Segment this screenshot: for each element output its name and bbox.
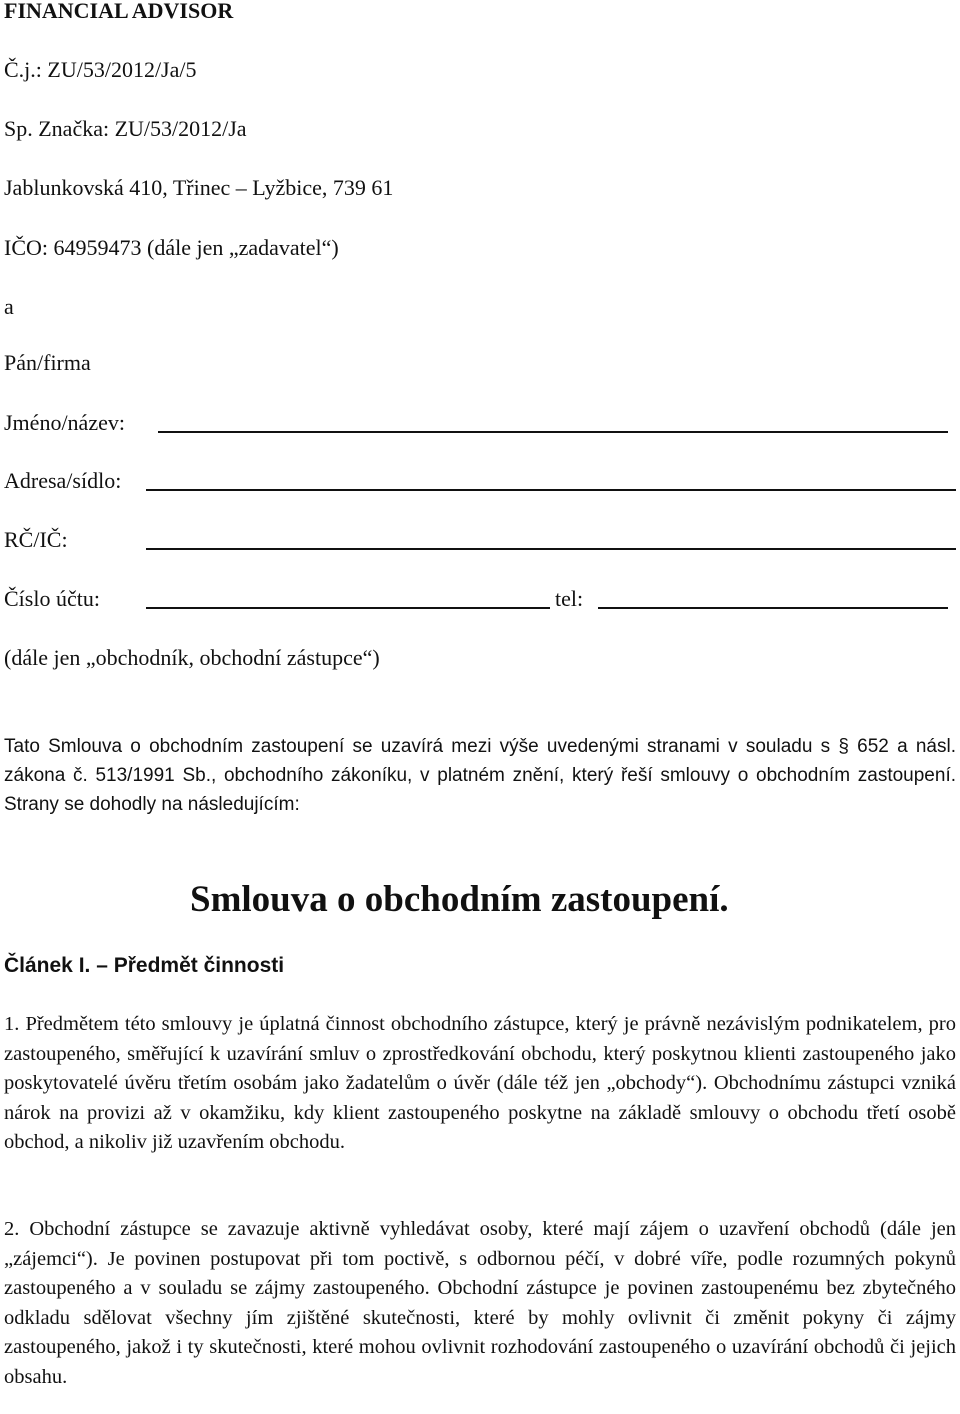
paragraph-2: 2. Obchodní zástupce se zavazuje aktivně vyhledávat osoby, které mají zájem o uzavření obchodů (dále jen „zájemci“). Je povinen postupovat při tom poctivě, s odbornou péčí, v dobré víře, podle rozumných pokynů zastoupeného a v souladu se zájmy zastoupeného. Obchodní zástupce je povinen zastoupenému bez zbytečného odkladu sdělovat všechny jím zjištěné skutečnosti, které by mohly ovlivnit či změnit pokyny či zájmy zastoupeného, jakož i ty skutečnosti, které mohou ovlivnit rozhodování zastoupeného o uzavírání obchodů či jejich obsahu. — [4, 1218, 956, 1388]
contract-title: Smlouva o obchodním zastoupení. — [190, 879, 729, 920]
paragraph-1: 1. Předmětem této smlouvy je úplatná činnost obchodního zástupce, který je právně nezávislým podnikatelem, pro zastoupeného, směřující k uzavírání smluv o zprostředkování obchodu, který poskytnou klienti zastoupeného jako poskytovatelé úvěru třetím osobám jako žadatelům o úvěr (dále též jen „obchody“). Obchodnímu zástupci vzniká nárok na provizi až v okamžiku, kdy klient zastoupeného poskytne na základě smlouvy o obchodu třetí osobě obchod, a nikoliv již uzavřením obchodu. — [4, 1013, 956, 1153]
account-field-line[interactable] — [146, 607, 550, 609]
company-ico: IČO: 64959473 (dále jen „zadavatel“) — [4, 235, 339, 260]
tel-field-line[interactable] — [598, 607, 948, 609]
name-field-line[interactable] — [158, 431, 948, 433]
address-field-line[interactable] — [146, 489, 956, 491]
rc-field-line[interactable] — [146, 548, 956, 550]
party-label: Pán/firma — [4, 350, 91, 375]
file-mark: Sp. Značka: ZU/53/2012/Ja — [4, 116, 247, 141]
company-name: FINANCIAL ADVISOR — [4, 0, 234, 23]
party-designation-note: (dále jen „obchodník, obchodní zástupce“) — [4, 645, 380, 670]
tel-field-label: tel: — [555, 586, 584, 611]
reference-number: Č.j.: ZU/53/2012/Ja/5 — [4, 57, 197, 82]
rc-field-label: RČ/IČ: — [4, 527, 68, 552]
company-address: Jablunkovská 410, Třinec – Lyžbice, 739 61 — [4, 175, 394, 200]
name-field-label: Jméno/název: — [4, 410, 125, 435]
article-heading: Článek I. – Předmět činnosti — [4, 954, 285, 977]
account-field-label: Číslo účtu: — [4, 586, 100, 611]
intro-paragraph: Tato Smlouva o obchodním zastoupení se uzavírá mezi výše uvedenými stranami v souladu s § 652 a násl. zákona č. 513/1991 Sb., obchodního zákoníku, v platném znění, který řeší smlouvy o obchodním zastoupení. Strany se dohodly na následujícím: — [4, 736, 956, 815]
conjunction-text: a — [4, 294, 14, 319]
address-field-label: Adresa/sídlo: — [4, 468, 122, 493]
